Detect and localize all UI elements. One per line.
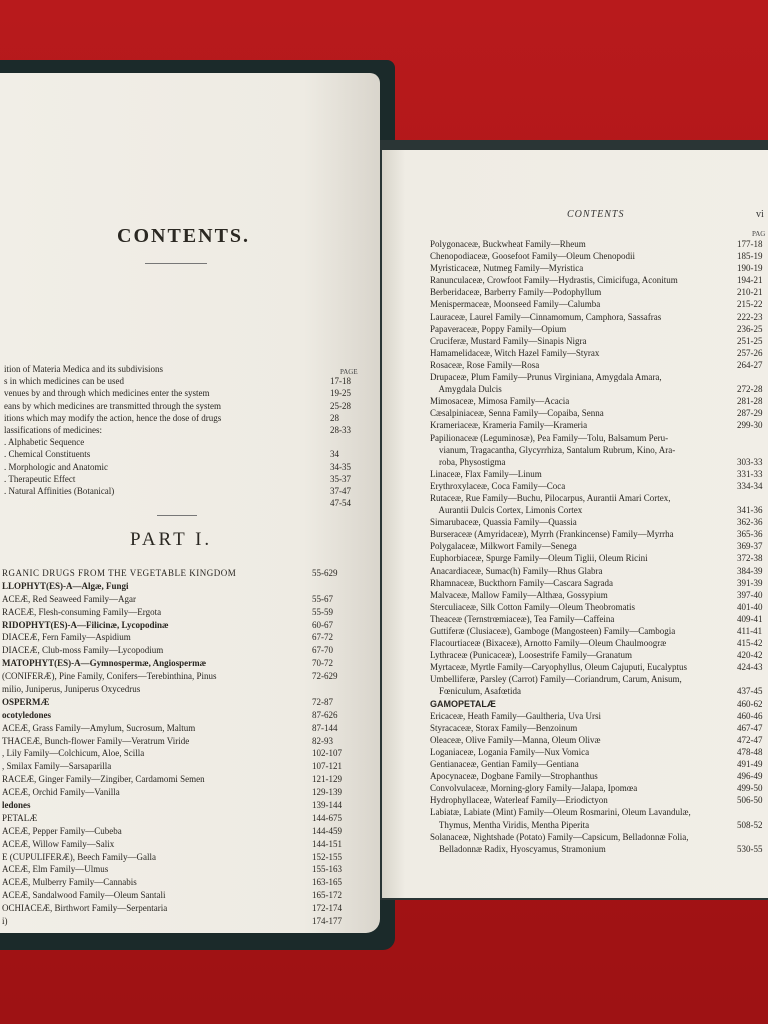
toc-entry xyxy=(430,806,768,818)
right-page xyxy=(382,150,768,898)
toc-entry xyxy=(430,371,768,383)
toc-entry-page: 60-67 xyxy=(312,619,333,630)
toc-entry-page: 460-46 xyxy=(737,710,763,721)
toc-entry-title: Cæsalpiniaceæ, Senna Family—Copaiba, Senna xyxy=(430,408,604,419)
part-title: PART I. xyxy=(130,529,213,550)
toc-entry xyxy=(430,758,768,770)
toc-entry-title: DIACEÆ, Club-moss Family—Lycopodium xyxy=(2,645,164,656)
toc-entry xyxy=(0,760,380,773)
toc-entry-page: 152-155 xyxy=(312,851,342,862)
page-number: vi xyxy=(756,209,764,220)
toc-entry-page: 530-55 xyxy=(737,843,763,854)
toc-entry-title: . Natural Affinities (Botanical) xyxy=(4,485,115,496)
toc-entry-title: Ranunculaceæ, Crowfoot Family—Hydrastis, Cimicifuga, Aconitum xyxy=(430,275,678,286)
toc-entry-page: 70-72 xyxy=(312,658,333,669)
toc-entry xyxy=(0,412,380,424)
toc-entry-page: 372-38 xyxy=(737,553,763,564)
toc-entry-title: Polygonaceæ, Buckwheat Family—Rheum xyxy=(430,239,586,249)
toc-entry-title: Linaceæ, Flax Family—Linum xyxy=(430,468,542,479)
toc-entry-page: 391-39 xyxy=(737,577,763,588)
toc-entry xyxy=(430,359,768,371)
toc-entry-title: lassifications of medicines: xyxy=(4,424,102,435)
toc-entry xyxy=(0,799,380,812)
toc-entry xyxy=(0,670,380,683)
toc-entry xyxy=(0,786,380,799)
toc-entry-title: Gentianaceæ, Gentian Family—Gentiana xyxy=(430,759,579,770)
toc-entry-title: Krameriaceæ, Krameria Family—Krameria xyxy=(430,420,588,431)
toc-entry xyxy=(0,773,380,786)
toc-entry-title: Belladonnæ Radix, Hyoscyamus, Stramonium xyxy=(430,843,606,854)
toc-entry xyxy=(430,335,768,347)
toc-entry xyxy=(430,286,768,298)
toc-entry-title: milio, Juniperus, Juniperus Oxycedrus xyxy=(2,684,141,695)
toc-entry-title: Labiatæ, Labiate (Mint) Family—Oleum Rosmarini, Oleum Lavandulæ, xyxy=(430,807,691,818)
toc-entry-title: Thymus, Mentha Viridis, Mentha Piperita xyxy=(430,819,590,830)
toc-entry-title: Apocynaceæ, Dogbane Family—Strophanthus xyxy=(430,771,598,782)
toc-entry-page: 177-18 xyxy=(737,239,763,249)
toc-entry-page: 163-165 xyxy=(312,877,342,888)
toc-entry-title: Lauraceæ, Laurel Family—Cinnamomum, Camphora, Sassafras xyxy=(430,311,662,322)
toc-entry-page: 384-39 xyxy=(737,565,763,576)
toc-entry-title: RACEÆ, Flesh-consuming Family—Ergota xyxy=(2,606,162,617)
toc-entry-page: 19-25 xyxy=(330,388,351,399)
toc-entry xyxy=(430,577,768,589)
toc-entry-page: 401-40 xyxy=(737,601,763,612)
toc-entry xyxy=(0,497,380,509)
toc-entry-page: 303-33 xyxy=(737,456,763,467)
right-toc xyxy=(430,238,768,855)
toc-entry-page: 437-45 xyxy=(737,686,763,697)
toc-entry-title: Amygdala Dulcis xyxy=(430,384,502,395)
toc-entry-title: itions which may modify the action, hence the dose of drugs xyxy=(4,412,222,423)
toc-entry-page: 67-70 xyxy=(312,645,333,656)
toc-entry xyxy=(430,589,768,601)
toc-entry xyxy=(430,274,768,286)
toc-entry-title: ledones xyxy=(2,800,31,811)
toc-entry xyxy=(430,625,768,637)
toc-entry xyxy=(430,504,768,516)
toc-entry-page: 35-37 xyxy=(330,473,351,484)
toc-entry xyxy=(0,683,380,696)
toc-entry-page: 411-41 xyxy=(737,626,763,636)
toc-entry xyxy=(430,540,768,552)
toc-entry-title: LLOPHYT(ES)-A—Algæ, Fungi xyxy=(2,580,129,591)
toc-entry-title: Lythraceæ (Punicaceæ), Loosestrife Family—Granatum xyxy=(430,650,632,661)
toc-entry-page: 194-21 xyxy=(737,275,763,286)
toc-entry xyxy=(430,262,768,274)
toc-entry xyxy=(0,448,380,460)
toc-entry xyxy=(430,395,768,407)
toc-entry-title: ACEÆ, Elm Family—Ulmus xyxy=(2,864,109,875)
toc-entry xyxy=(430,794,768,806)
toc-entry xyxy=(0,606,380,619)
toc-entry xyxy=(430,298,768,310)
toc-entry-title: Cruciferæ, Mustard Family—Sinapis Nigra xyxy=(430,335,587,346)
toc-entry xyxy=(430,444,768,456)
toc-entry xyxy=(430,419,768,431)
toc-entry-title: Chenopodiaceæ, Goosefoot Family—Oleum Chenopodii xyxy=(430,251,635,262)
toc-entry-title: (CONIFERÆ), Pine Family, Conifers—Terebinthina, Pinus xyxy=(2,671,217,682)
toc-entry xyxy=(430,661,768,673)
toc-entry-title: . Chemical Constituents xyxy=(4,449,91,460)
toc-entry-page: 365-36 xyxy=(737,529,763,540)
toc-entry xyxy=(430,698,768,710)
toc-entry-page: 467-47 xyxy=(737,722,763,733)
toc-entry xyxy=(430,238,768,250)
toc-entry-title: eans by which medicines are transmitted through the system xyxy=(4,400,221,411)
toc-entry-page: 172-174 xyxy=(312,903,342,914)
toc-entry xyxy=(0,644,380,657)
toc-entry-page: 28-33 xyxy=(330,424,351,435)
toc-entry-title: Simarubaceæ, Quassia Family—Quassia xyxy=(430,517,577,528)
toc-entry-title: ACEÆ, Orchid Family—Vanilla xyxy=(2,787,120,798)
toc-entry-page: 129-139 xyxy=(312,787,342,798)
toc-entry-page: 34-35 xyxy=(330,461,351,472)
toc-entry xyxy=(430,637,768,649)
toc-entry-title: Aurantii Dulcis Cortex, Limonis Cortex xyxy=(430,505,583,516)
toc-entry xyxy=(430,516,768,528)
toc-entry xyxy=(0,825,380,838)
toc-entry-page: 144-675 xyxy=(312,812,342,823)
toc-entry-page: 55-67 xyxy=(312,593,333,604)
toc-entry-title: Erythroxylaceæ, Coca Family—Coca xyxy=(430,480,566,491)
toc-entry xyxy=(430,250,768,262)
toc-entry-title: Polygalaceæ, Milkwort Family—Senega xyxy=(430,541,577,552)
toc-entry-title: ACEÆ, Sandalwood Family—Oleum Santali xyxy=(2,890,166,901)
toc-entry-title: Rosaceæ, Rose Family—Rosa xyxy=(430,359,540,370)
toc-entry-page: 55-629 xyxy=(312,568,338,578)
toc-entry xyxy=(0,838,380,851)
toc-entry xyxy=(430,347,768,359)
toc-entry-page: 144-151 xyxy=(312,838,342,849)
toc-entry xyxy=(430,383,768,395)
toc-entry-page: 299-30 xyxy=(737,420,763,431)
left-page xyxy=(0,73,380,933)
toc-entry xyxy=(0,593,380,606)
toc-entry-page: 281-28 xyxy=(737,396,763,407)
toc-entry-title: Oleaceæ, Olive Family—Manna, Oleum Olivæ xyxy=(430,734,601,745)
toc-entry-page: 190-19 xyxy=(737,263,763,274)
toc-entry-title: ition of Materia Medica and its subdivisions xyxy=(4,364,163,374)
toc-entry-page: 47-54 xyxy=(330,498,351,509)
toc-entry-page: 107-121 xyxy=(312,761,342,772)
toc-entry-title: Hydrophyllaceæ, Waterleaf Family—Eriodictyon xyxy=(430,795,608,806)
toc-entry-title: , Lily Family—Colchicum, Aloe, Scilla xyxy=(2,748,145,759)
toc-entry xyxy=(0,375,380,387)
toc-entry-page: 397-40 xyxy=(737,589,763,600)
toc-entry-page: 87-626 xyxy=(312,709,338,720)
toc-entry-page: 34 xyxy=(330,449,339,460)
toc-entry-page: 506-50 xyxy=(737,795,763,806)
toc-entry xyxy=(0,735,380,748)
toc-entry-page: 496-49 xyxy=(737,771,763,782)
toc-entry-title: DIACEÆ, Fern Family—Aspidium xyxy=(2,632,131,643)
toc-entry-title: ACEÆ, Mulberry Family—Cannabis xyxy=(2,877,137,888)
toc-entry-page: 139-144 xyxy=(312,800,342,811)
toc-entry xyxy=(430,722,768,734)
running-head: CONTENTS xyxy=(567,209,625,220)
toc-entry xyxy=(430,528,768,540)
toc-entry-page: 424-43 xyxy=(737,662,763,673)
toc-entry-title: Myrtaceæ, Myrtle Family—Caryophyllus, Oleum Cajuputi, Eucalyptus xyxy=(430,662,687,673)
intro-list xyxy=(0,363,380,509)
toc-entry-title: Convolvulaceæ, Morning-glory Family—Jalapa, Ipomœa xyxy=(430,783,638,794)
toc-entry xyxy=(430,843,768,855)
toc-entry xyxy=(430,685,768,697)
toc-entry-page: 55-59 xyxy=(312,606,333,617)
toc-entry xyxy=(0,461,380,473)
toc-entry-page: 67-72 xyxy=(312,632,333,643)
title-divider xyxy=(145,263,207,264)
toc-entry-title: Solanaceæ, Nightshade (Potato) Family—Capsicum, Belladonnæ Folia, xyxy=(430,831,689,842)
toc-entry-page: 369-37 xyxy=(737,541,763,552)
toc-entry-page: 472-47 xyxy=(737,734,763,745)
toc-entry xyxy=(430,468,768,480)
toc-entry xyxy=(0,902,380,915)
toc-entry-title: GAMOPETALÆ xyxy=(430,698,496,709)
toc-entry-title: vianum, Tragacantha, Glycyrrhiza, Santalum Rubrum, Kino, Ara- xyxy=(430,444,676,455)
toc-entry xyxy=(430,673,768,685)
toc-entry-title: ACEÆ, Red Seaweed Family—Agar xyxy=(2,593,136,604)
toc-entry xyxy=(430,456,768,468)
toc-entry-page: 478-48 xyxy=(737,746,763,757)
toc-entry-page: 87-144 xyxy=(312,722,338,733)
toc-entry xyxy=(0,863,380,876)
toc-entry-title: Umbelliferæ, Parsley (Carrot) Family—Coriandrum, Carum, Anisum, xyxy=(430,674,682,685)
toc-entry xyxy=(430,770,768,782)
toc-entry-title: Sterculiaceæ, Silk Cotton Family—Oleum Theobromatis xyxy=(430,601,636,612)
toc-entry xyxy=(430,552,768,564)
toc-entry xyxy=(0,473,380,485)
toc-entry-page: 334-34 xyxy=(737,480,763,491)
toc-entry-page: 72-87 xyxy=(312,696,333,707)
toc-entry xyxy=(0,709,380,722)
toc-entry xyxy=(0,485,380,497)
toc-entry-title: Theaceæ (Ternstrœmiaceæ), Tea Family—Caffeina xyxy=(430,613,615,624)
toc-entry xyxy=(430,613,768,625)
toc-entry xyxy=(0,580,380,593)
toc-entry xyxy=(0,631,380,644)
toc-entry-page: 210-21 xyxy=(737,287,763,298)
toc-entry-page: 331-33 xyxy=(737,468,763,479)
toc-entry-page: 499-50 xyxy=(737,783,763,794)
toc-entry-title: . Alphabetic Sequence xyxy=(4,437,85,448)
toc-entry xyxy=(430,710,768,722)
toc-entry xyxy=(0,722,380,735)
toc-entry xyxy=(430,831,768,843)
toc-entry xyxy=(0,696,380,709)
toc-entry-page: 215-22 xyxy=(737,299,763,310)
toc-entry-page: 72-629 xyxy=(312,671,338,682)
toc-entry xyxy=(430,782,768,794)
toc-entry xyxy=(430,819,768,831)
toc-entry-title: Hamamelidaceæ, Witch Hazel Family—Styrax xyxy=(430,347,600,358)
page-column-label: PAGE xyxy=(340,368,358,376)
toc-entry-title: RIDOPHYT(ES)-A—Filicinæ, Lycopodinæ xyxy=(2,619,169,630)
toc-entry xyxy=(430,480,768,492)
toc-entry xyxy=(0,619,380,632)
toc-entry xyxy=(0,567,380,580)
toc-entry-title: MATOPHYT(ES)-A—Gymnospermæ, Angiospermæ xyxy=(2,658,207,669)
toc-entry-page: 236-25 xyxy=(737,323,763,334)
toc-entry-page: 155-163 xyxy=(312,864,342,875)
toc-entry-title: PETALÆ xyxy=(2,812,38,823)
toc-entry-title: Burseraceæ (Amyridaceæ), Myrrh (Frankincense) Family—Myrrha xyxy=(430,529,674,540)
toc-entry-page: 37-47 xyxy=(330,485,351,496)
toc-entry xyxy=(430,649,768,661)
toc-entry xyxy=(430,746,768,758)
toc-entry-page: 272-28 xyxy=(737,384,763,395)
toc-entry xyxy=(430,565,768,577)
toc-entry-title: roba, Physostigma xyxy=(430,456,506,467)
toc-entry-page: 362-36 xyxy=(737,517,763,528)
toc-entry-page: 82-93 xyxy=(312,735,333,746)
toc-entry-title: Menispermaceæ, Moonseed Family—Calumba xyxy=(430,299,601,310)
toc-entry xyxy=(0,400,380,412)
toc-entry-title: Papaveraceæ, Poppy Family—Opium xyxy=(430,323,567,334)
toc-entry xyxy=(0,387,380,399)
toc-entry-title: . Therapeutic Effect xyxy=(4,473,76,484)
toc-entry-title: Mimosaceæ, Mimosa Family—Acacia xyxy=(430,396,570,407)
toc-entry-page: 222-23 xyxy=(737,311,763,322)
toc-entry-title: Malvaceæ, Mallow Family—Althæa, Gossypium xyxy=(430,589,608,600)
toc-entry-title: Anacardiaceæ, Sumac(h) Family—Rhus Glabra xyxy=(430,565,603,576)
toc-entry xyxy=(430,734,768,746)
page-column-label: PAG xyxy=(752,230,766,238)
toc-entry-page: 251-25 xyxy=(737,335,763,346)
toc-entry-title: Fœniculum, Asafœtida xyxy=(430,686,521,697)
toc-entry-title: E (CUPULIFERÆ), Beech Family—Galla xyxy=(2,851,156,862)
toc-entry xyxy=(0,851,380,864)
toc-entry-title: Ericaceæ, Heath Family—Gaultheria, Uva Ursi xyxy=(430,710,601,721)
toc-entry-page: 144-459 xyxy=(312,825,342,836)
toc-entry-title: venues by and through which medicines enter the system xyxy=(4,388,210,399)
toc-entry-page: 25-28 xyxy=(330,400,351,411)
toc-entry-title: RACEÆ, Ginger Family—Zingiber, Cardamomi Semen xyxy=(2,774,205,785)
toc-entry-title: ACEÆ, Willow Family—Salix xyxy=(2,838,115,849)
toc-entry-page: 341-36 xyxy=(737,505,763,516)
toc-entry xyxy=(0,889,380,902)
toc-entry-title: Rutaceæ, Rue Family—Buchu, Pilocarpus, Aurantii Amari Cortex, xyxy=(430,492,671,503)
toc-entry xyxy=(430,432,768,444)
toc-entry xyxy=(430,311,768,323)
toc-entry-page: 121-129 xyxy=(312,774,342,785)
toc-entry-title: . Morphologic and Anatomic xyxy=(4,461,108,472)
toc-entry-title: ACEÆ, Grass Family—Amylum, Sucrosum, Maltum xyxy=(2,722,196,733)
toc-entry-title: Myristicaceæ, Nutmeg Family—Myristica xyxy=(430,263,584,274)
toc-entry-page: 264-27 xyxy=(737,359,763,370)
toc-entry-page: 508-52 xyxy=(737,819,763,830)
toc-entry-title: THACEÆ, Bunch-flower Family—Veratrum Viride xyxy=(2,735,190,746)
toc-entry-title: Berberidaceæ, Barberry Family—Podophyllum xyxy=(430,287,602,298)
toc-entry-title: Flacourtiaceæ (Bixaceæ), Arnotto Family—Oleum Chaulmoogræ xyxy=(430,638,667,649)
toc-entry xyxy=(0,436,380,448)
toc-entry-title: i) xyxy=(2,916,8,927)
toc-entry xyxy=(0,657,380,670)
toc-entry-page: 491-49 xyxy=(737,759,763,770)
toc-entry-page: 165-172 xyxy=(312,890,342,901)
toc-entry-title: RGANIC DRUGS FROM THE VEGETABLE KINGDOM xyxy=(2,568,237,578)
toc-entry-title: Papilionaceæ (Leguminosæ), Pea Family—Tolu, Balsamum Peru- xyxy=(430,432,669,443)
toc-entry-title: ocotyledones xyxy=(2,709,51,720)
toc-entry xyxy=(0,812,380,825)
toc-entry xyxy=(0,915,380,928)
toc-entry-page: 257-26 xyxy=(737,347,763,358)
toc-entry-title: Drupaceæ, Plum Family—Prunus Virginiana, Amygdala Amara, xyxy=(430,372,662,383)
toc-entry-page: 17-18 xyxy=(330,376,351,387)
page-title: CONTENTS. xyxy=(117,225,251,247)
toc-entry xyxy=(430,492,768,504)
toc-entry-title: , Smilax Family—Sarsaparilla xyxy=(2,761,112,772)
toc-entry-title: s in which medicines can be used xyxy=(4,376,124,387)
toc-entry-title: Euphorbiaceæ, Spurge Family—Oleum Tiglii, Oleum Ricini xyxy=(430,553,648,564)
part-divider xyxy=(157,515,197,516)
toc-entry-title: Styracaceæ, Storax Family—Benzoinum xyxy=(430,722,578,733)
toc-entry xyxy=(430,323,768,335)
toc-entry xyxy=(0,747,380,760)
toc-entry-page: 185-19 xyxy=(737,251,763,262)
toc-entry xyxy=(0,363,380,375)
toc-entry-title: OCHIACEÆ, Birthwort Family—Serpentaria xyxy=(2,903,168,914)
toc-entry-title: ACEÆ, Pepper Family—Cubeba xyxy=(2,825,122,836)
toc-entry-page: 460-62 xyxy=(737,698,763,709)
toc-entry-page: 409-41 xyxy=(737,613,763,624)
left-toc xyxy=(0,567,380,928)
toc-entry-page: 287-29 xyxy=(737,408,763,419)
toc-entry-title: OSPERMÆ xyxy=(2,696,50,707)
toc-entry xyxy=(430,601,768,613)
toc-entry-page: 415-42 xyxy=(737,638,763,649)
toc-entry-title: Guttiferæ (Clusiaceæ), Gamboge (Mangosteen) Family—Cambogia xyxy=(430,626,676,636)
toc-entry xyxy=(0,876,380,889)
toc-entry-page: 420-42 xyxy=(737,650,763,661)
toc-entry-title: Loganiaceæ, Logania Family—Nux Vomica xyxy=(430,746,590,757)
toc-entry-page: 174-177 xyxy=(312,916,342,927)
toc-entry xyxy=(0,424,380,436)
toc-entry-page: 102-107 xyxy=(312,748,342,759)
toc-entry xyxy=(430,407,768,419)
toc-entry-title: Rhamnaceæ, Buckthorn Family—Cascara Sagrada xyxy=(430,577,613,588)
toc-entry-page: 28 xyxy=(330,412,339,423)
